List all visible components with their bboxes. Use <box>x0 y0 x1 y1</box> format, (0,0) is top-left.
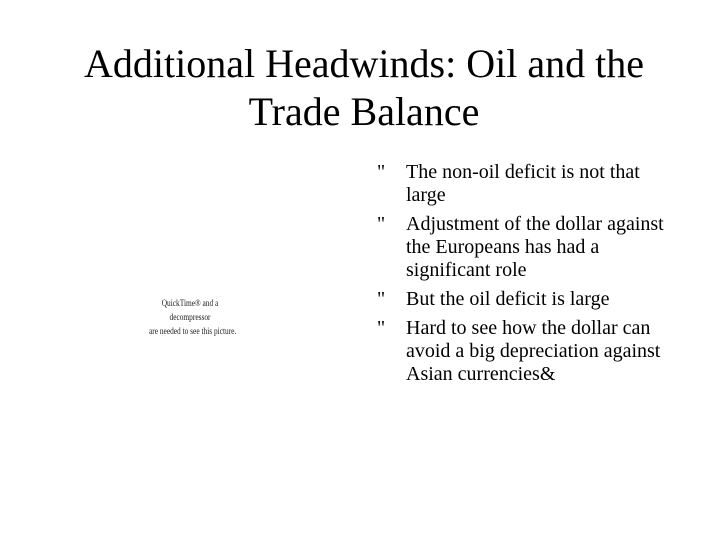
bullet-marker: " <box>377 161 386 183</box>
bullet-marker: " <box>377 213 386 235</box>
bullet-list <box>377 161 667 392</box>
placeholder-line-1: QuickTime® and a <box>161 298 219 308</box>
bullet-marker: " <box>377 288 386 310</box>
bullet-text: Hard to see how the dollar can avoid a big depreciation against Asian currencies& <box>406 317 661 385</box>
bullet-item <box>377 161 667 207</box>
bullet-text: Adjustment of the dollar against the Europeans has had a significant role <box>406 213 664 281</box>
bullet-item <box>377 317 667 386</box>
bullet-text: But the oil deficit is large <box>406 288 610 310</box>
placeholder-line-3: are needed to see this picture. <box>149 326 237 336</box>
bullet-item <box>377 288 667 311</box>
bullet-marker: " <box>377 317 386 339</box>
bullet-item <box>377 213 667 282</box>
slide-title: Additional Headwinds: Oil and the Trade Balance <box>84 41 644 134</box>
bullet-text: The non-oil deficit is not that large <box>406 161 640 206</box>
missing-picture-placeholder <box>149 296 237 338</box>
placeholder-line-2: decompressor <box>169 312 211 322</box>
